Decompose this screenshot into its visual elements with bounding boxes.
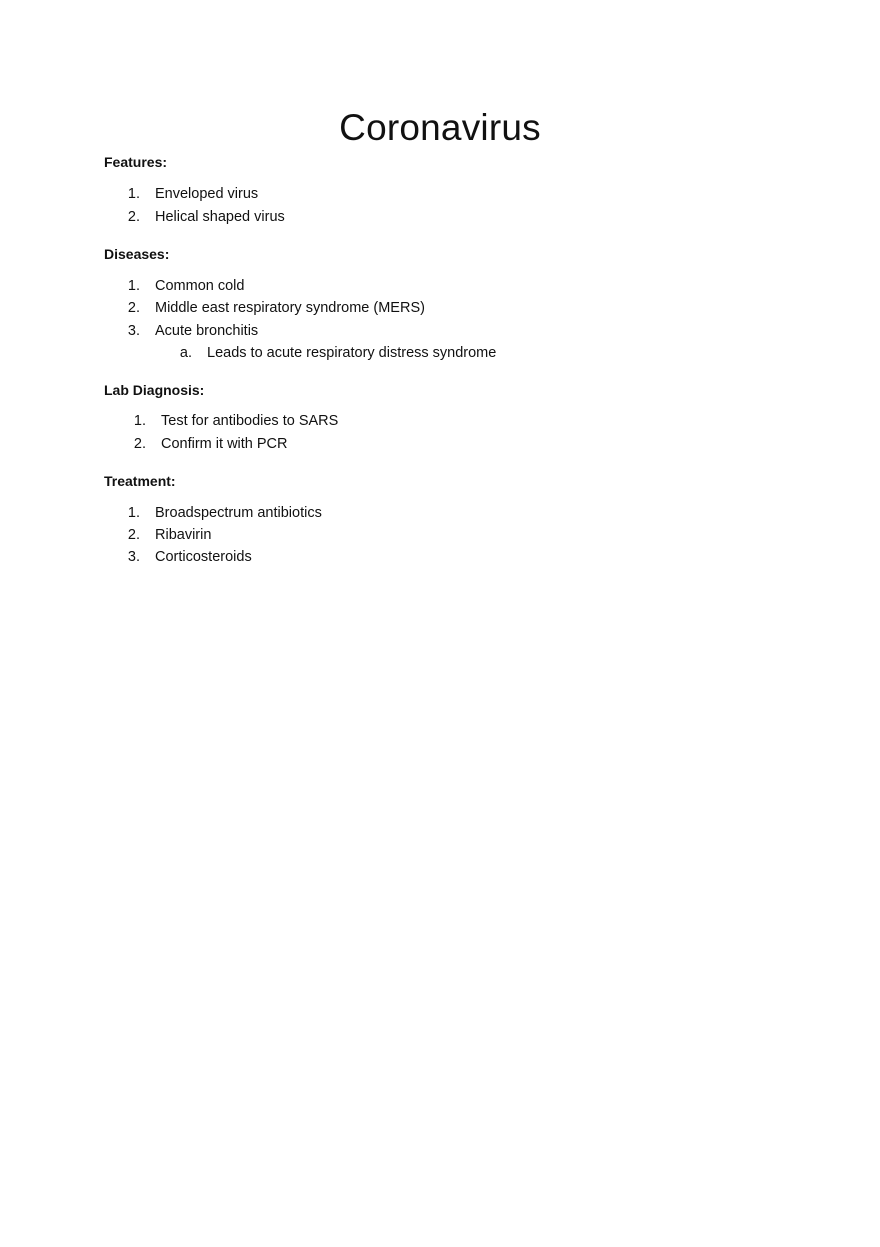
list-item-text: Confirm it with PCR [161, 436, 288, 452]
list-item-text: Enveloped virus [155, 186, 259, 202]
page-title: Coronavirus [339, 107, 541, 148]
list-item-text: Test for antibodies to SARS [161, 413, 339, 429]
list-item-text: Helical shaped virus [155, 209, 285, 225]
list-item-text: Leads to acute respiratory distress syndrome [207, 345, 497, 361]
section-heading-diseases: Diseases: [104, 246, 170, 262]
list-marker: 1. [127, 278, 140, 294]
list-marker: 3. [127, 323, 140, 339]
section-heading-features: Features: [104, 154, 168, 170]
list-item-text: Middle east respiratory syndrome (MERS) [155, 300, 425, 316]
list-marker: 2. [127, 527, 140, 543]
list-item-text: Common cold [155, 278, 245, 294]
list-marker: 2. [127, 209, 140, 225]
list-marker: 1. [133, 413, 146, 429]
list-marker: a. [179, 345, 192, 361]
list-item-text: Ribavirin [155, 527, 212, 543]
list-item-text: Broadspectrum antibiotics [155, 505, 322, 521]
list-marker: 2. [127, 300, 140, 316]
list-marker: 3. [127, 549, 140, 565]
list-marker: 1. [127, 186, 140, 202]
list-marker: 2. [133, 436, 146, 452]
list-item-text: Acute bronchitis [155, 323, 259, 339]
list-item-text: Corticosteroids [155, 549, 252, 565]
section-heading-treatment: Treatment: [104, 473, 176, 489]
list-marker: 1. [127, 505, 140, 521]
section-heading-lab-diagnosis: Lab Diagnosis: [104, 382, 205, 398]
